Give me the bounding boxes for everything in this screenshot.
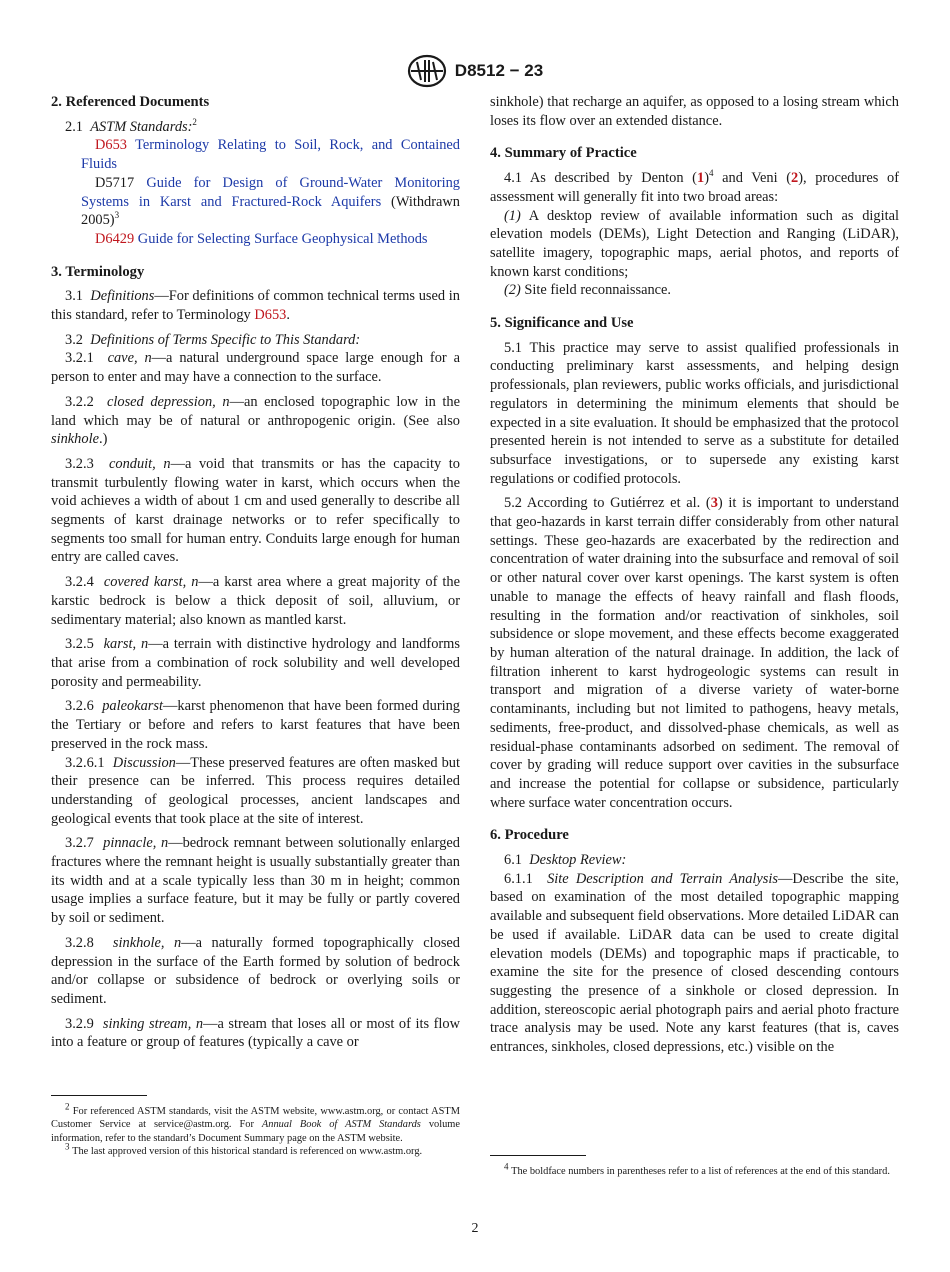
d653-link[interactable]: D653 <box>254 307 287 324</box>
reference-item[interactable]: D653 Terminology Relating to Soil, Rock, and Contained Fluids <box>81 137 460 173</box>
paragraph-3-1: 3.1 Definitions—For definitions of common technical terms used in this standard, refer to Terminology D653. <box>51 288 460 324</box>
standard-designation: D8512 − 23 <box>454 61 544 80</box>
section-heading: 5. Significance and Use <box>490 315 634 332</box>
reference-link[interactable]: 3 <box>710 495 718 512</box>
astm-logo-icon <box>407 54 447 88</box>
left-column <box>51 93 460 1052</box>
reference-link[interactable]: 2 <box>791 170 799 187</box>
left-footnotes <box>51 1095 460 1159</box>
section-heading: 3. Terminology <box>51 263 145 280</box>
definition: 3.2.7 pinnacle, n—bedrock remnant between solutionally enlarged fractures where the remnant height is usually substantially greater than its width and at a scale typically less than 30 m in height; common usage implies a surface feature, but it may be fully or partly covered by soil or sediment. <box>51 835 460 927</box>
footnote: $^4$ The boldface numbers in parentheses refer to a list of references at the end of this standard. <box>504 1161 890 1177</box>
definition: 3.2.1 cave, n—a natural underground space large enough for a person to enter and may have a connection to the surface. <box>51 350 460 386</box>
paragraph-5-1: 5.1 This practice may serve to assist qualified professionals in conducting preliminary karst assessments, and helping design professionals, plan reviewers, public works officials, and jurisdictional regulators in determining the minimum elements that should be expected in a site evaluation. It should be emphasized that the protocol presented herein is not intended to serve as a substitute for detailed subsurface investigations, or to supersede any existing karst regulations or codified protocols. <box>490 339 899 487</box>
paragraph-6-1-1: 6.1.1 Site Description and Terrain Analysis—Describe the site, based on examination of the most detailed topographic mapping available and subsequent field observations. More detailed LiDAR can be used if available. LiDAR data can be used to create digital elevation models (DEMs) and topographic maps if practicable, to examine the site for the presence of closed descending contours suggesting the presence of a sinkhole or closed depression. In addition, stereoscopic aerial photograph pairs and aerial photo fracture trace analysis may be used. Note any karst features (that is, caves entrances, sinkholes, closed depressions, etc.) visible on the <box>490 870 900 1056</box>
reference-item[interactable]: D5717 Guide for Design of Ground-Water Monitoring Systems in Karst and Fractured-Rock Aquifers (Withdrawn 2005)$^3$ <box>81 174 460 229</box>
definition: 3.2.4 covered karst, n—a karst area where a great majority of the karstic bedrock is below a thick deposit of soil, alluvium, or sedimentary material; also known as mantled karst. <box>51 574 460 628</box>
list-item: (1) A desktop review of available information such as digital elevation models (DEMs), Light Detection and Ranging (LiDAR), satellite imagery, topographic maps, aerial photos, and reports of known karst conditions; <box>490 207 899 280</box>
paragraph-6-1: 6.1 Desktop Review: <box>504 852 627 869</box>
definition: 3.2.2 closed depression, n—an enclosed topographic low in the land which may be of natural or anthropogenic origin. (See also sinkhole.) <box>51 393 460 448</box>
definition: 3.2.6 paleokarst—karst phenomenon that have been formed during the Tertiary or before and refers to karst features that have been preserved in the rock mass. <box>51 698 460 752</box>
list-item: (2) Site field reconnaissance. <box>504 282 672 299</box>
footnote: $^3$ The last approved version of this historical standard is referenced on www.astm.org. <box>65 1141 423 1158</box>
reference-item[interactable]: D6429 Guide for Selecting Surface Geophysical Methods <box>95 230 428 247</box>
page-number: 2 <box>471 1221 479 1236</box>
section-heading: 2. Referenced Documents <box>51 94 210 110</box>
right-column <box>490 93 899 1057</box>
definition: 3.2.9 sinking stream, n—a stream that loses all or most of its flow into a feature or group of features (typically a cave or <box>51 1015 460 1051</box>
continued-paragraph: sinkhole) that recharge an aquifer, as opposed to a losing stream which loses its flow over an extended distance. <box>490 94 899 129</box>
right-footnotes <box>490 1155 899 1178</box>
definition: 3.2.3 conduit, n—a void that transmits or has the capacity to transmit turbulently flowing water in karst, which occurs when the void achieves a width of about 1 cm and used generally to describe all segments of karst drainage networks or to refer specifically to segments too small for human entry. Conduits large enough for human entry are called caves. <box>51 455 461 566</box>
definition: 3.2.8 sinkhole, n—a naturally formed topographically closed depression in the surface of the Earth formed by solution of bedrock and/or collapse or subsidence of bedrock or overlying soils or sediment. <box>51 934 460 1007</box>
reference-link[interactable]: 1 <box>696 170 705 187</box>
paragraph-3-2: 3.2 Definitions of Terms Specific to This Standard: <box>65 331 361 348</box>
page-header <box>0 54 950 88</box>
definition: 3.2.5 karst, n—a terrain with distinctive hydrology and landforms that arise from a combination of rock solubility and well developed porosity and permeability. <box>51 636 460 690</box>
section-heading: 4. Summary of Practice <box>490 145 637 162</box>
footnote-rule <box>51 1095 147 1096</box>
definition: 3.2.6.1 Discussion—These preserved features are often masked but their presence can be inferred. This process requires detailed understanding of geological processes, ancient landscapes and geological events that took place at the site of interest. <box>51 754 460 827</box>
footnote: $^2$ For referenced ASTM standards, visit the ASTM website, www.astm.org, or contact ASTM Customer Service at service@astm.org. For Annual Book of ASTM Standards volume information, refer to the standard’s Document Summary page on the ASTM website. <box>51 1101 460 1144</box>
footnote-rule <box>490 1155 586 1156</box>
paragraph-4-1: 4.1 As described by Denton $(1)^4$ and Veni (2), procedures of assessment will generally fit into two broad areas: <box>490 168 899 205</box>
section-heading: 6. Procedure <box>490 827 569 844</box>
paragraph-2-1: 2.1 ASTM Standards:$^2$ <box>65 116 197 135</box>
paragraph-5-2: 5.2 According to Gutiérrez et al. (3) it is important to understand that geo-hazards in karst terrain differ considerably from other natural settings. These geo-hazards are exacerbated by the redirection and concentration of water draining into the subsurface and removal of soil or other natural cover over karst openings. The karst system is often unable to manage the effects of heavy rainfall and flash floods, resulting in the formation and/or reactivation of sinkholes, soil subsidence or slope movement, and these effects become exaggerated by human alteration of the natural drainage. In addition, the lack of filtration inherent to karst hydrogeologic systems can result in transport and migration of a diverse variety of water-borne contaminants, including but not limited to pathogens, heavy metals, sediments, free-product, and dissolved-phase chemicals, as well as residual-phase contaminants adsorbed on sediment. The removal of cover by grading will reduce support over cavities in the subsurface and increase the potential for collapse or subsidence, particularly where surface water concentration occurs. <box>490 495 900 811</box>
